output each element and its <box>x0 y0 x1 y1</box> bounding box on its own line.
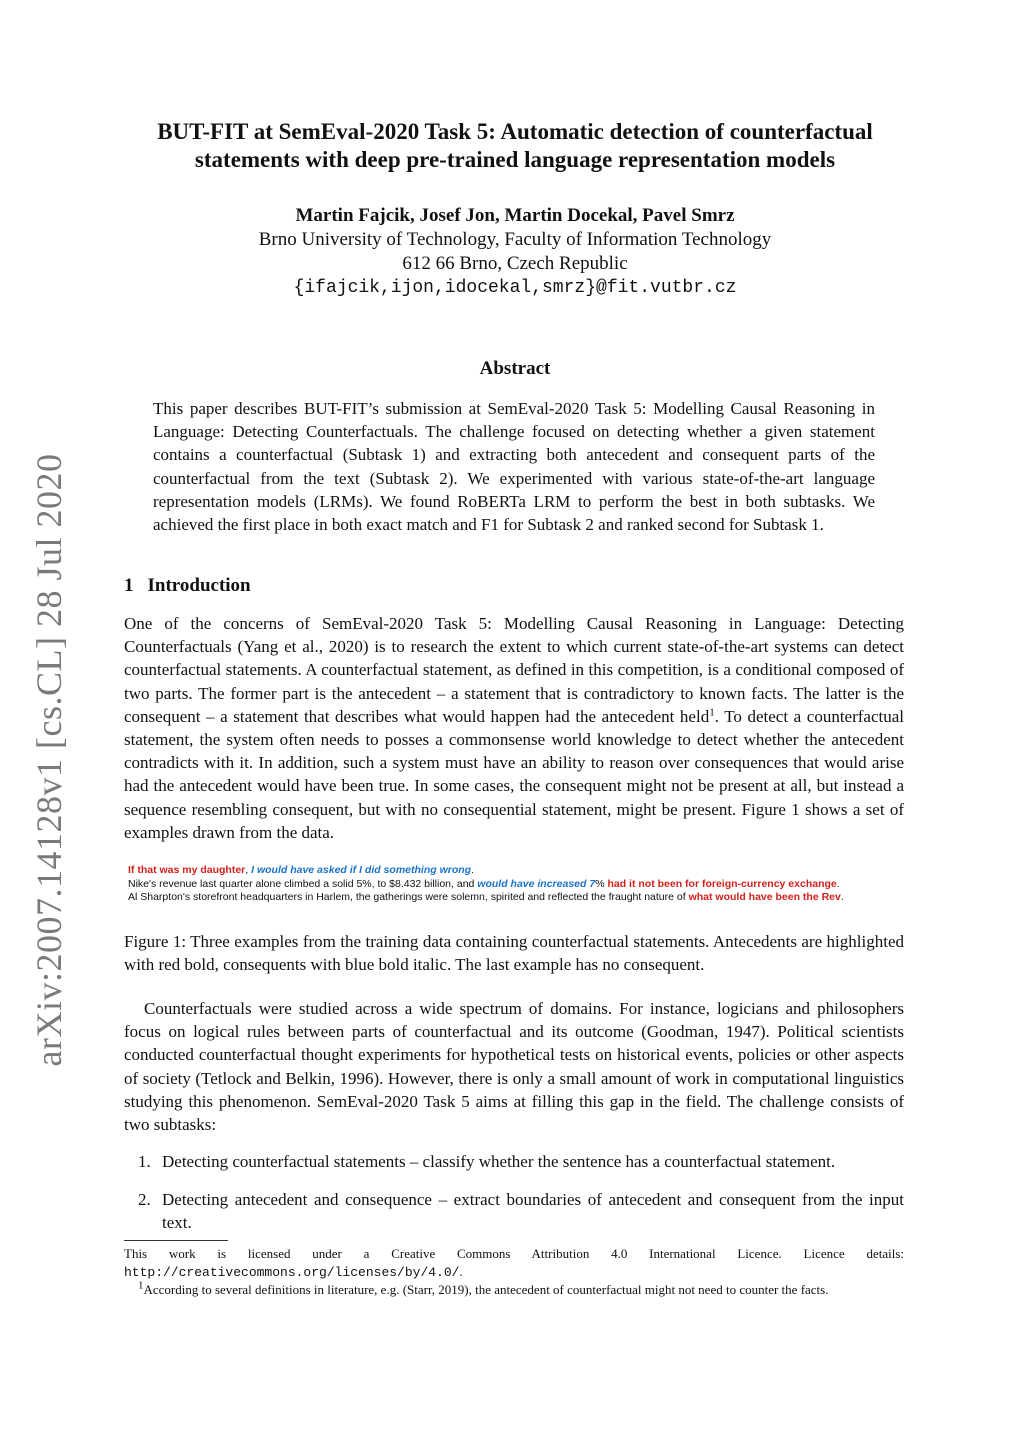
abstract-heading: Abstract <box>479 358 551 379</box>
subtask-list <box>124 1150 904 1250</box>
example-end: . <box>836 877 840 890</box>
list-item-text: Detecting antecedent and consequence – extract boundaries of antecedent and consequent from the input text. <box>162 1190 904 1233</box>
intro-text-part-2: . To detect a counterfactual statement, the system often needs to posses a commonsense world knowledge to detect whether the antecedent contradicts with it. In addition, such a system must have an ability to reason over consequences that would arise had the antecedent would have been true. In some cases, the consequent might not be present at all, but instead a sequence resembling consequent, but with no consequential statement, might be present. Figure 1 shows a set of examples drawn from the data. <box>124 706 904 842</box>
consequent-span: would have increased 7 <box>477 877 596 890</box>
author-block <box>100 204 930 300</box>
antecedent-span: had it not been for foreign-currency exchange <box>607 877 837 890</box>
intro-paragraph-2: Counterfactuals were studied across a wide spectrum of domains. For instance, logicians and philosophers focus on logical rules between parts of counterfactual and its outcome (Goodman, 1947). Political scientists conducted counterfactual thought experiments for hypothetical tests on historical events, policies or other aspects of society (Tetlock and Belkin, 1996). However, there is only a small amount of work in computational linguistics studying this phenomenon. SemEval-2020 Task 5 aims at filling this gap in the field. The challenge consists of two subtasks: <box>124 999 904 1135</box>
example-plain-text: Nike's revenue last quarter alone climbed a solid 5%, to $8.432 billion, and <box>128 877 478 890</box>
license-end: . <box>459 1263 463 1279</box>
abstract-body: This paper describes BUT-FIT’s submission at SemEval-2020 Task 5: Modelling Causal Reasoning in Language: Detecting Counterfactuals. The challenge focused on detecting whether a given statement contains a counterfactual (Subtask 1) and extracting both antecedent and consequent parts of the counterfactual from the text (Subtask 2). We experimented with various state-of-the-art language representation models (LRMs). We found RoBERTa LRM to perform the best in both subtasks. We achieved the first place in both exact match and F1 for Subtask 2 and ranked second for Subtask 1. <box>153 399 875 535</box>
paper-title-line-2: statements with deep pre-trained language representation models <box>194 147 836 172</box>
example-end: . <box>840 891 844 903</box>
footnote-1 <box>124 1281 904 1299</box>
figure-example-2 <box>128 878 918 892</box>
author-affiliation: Brno University of Technology, Faculty of Information Technology <box>258 229 772 250</box>
footnote-1-text: According to several definitions in literature, e.g. (Starr, 2019), the antecedent of counterfactual might not need to counter the facts. <box>143 1282 829 1297</box>
list-item-number: 2. <box>138 1190 151 1210</box>
license-footnote <box>124 1245 904 1281</box>
figure-1-caption: Figure 1: Three examples from the training data containing counterfactual statements. Antecedents are highlighted with red bold, consequents with blue bold italic. The last example has no consequent. <box>124 932 904 975</box>
license-text: This work is licensed under a Creative Commons Attribution 4.0 International Licence. Licence details: <box>124 1246 904 1261</box>
example-separator: , <box>245 864 252 876</box>
author-email: {ifajcik,ijon,idocekal,smrz}@fit.vutbr.cz <box>293 278 737 298</box>
antecedent-span: If that was my daughter <box>128 864 246 876</box>
arxiv-identifier-text: arXiv:2007.14128v1 [cs.CL] 28 Jul 2020 <box>29 453 69 1067</box>
antecedent-span: what would have been the Rev <box>688 891 841 903</box>
figure-example-1 <box>128 864 918 878</box>
footnote-1-mark: 1 <box>138 1279 144 1292</box>
paper-title <box>100 118 930 174</box>
example-end: . <box>471 864 474 876</box>
consequent-span: I would have asked if I did something wrong <box>251 864 472 876</box>
list-item <box>124 1188 904 1234</box>
example-plain-text: Al Sharpton's storefront headquarters in Harlem, the gatherings were solemn, spirited and reflected the fraught nature of <box>128 891 689 903</box>
section-title: Introduction <box>147 575 251 596</box>
example-plain-text: % <box>595 877 608 890</box>
section-number: 1 <box>124 575 134 596</box>
author-address: 612 66 Brno, Czech Republic <box>402 253 628 274</box>
intro-text-part-1: One of the concerns of SemEval-2020 Task 5: Modelling Causal Reasoning in Language: Detecting Counterfactuals (Yang et al., 2020) is to research the extent to which current state-of-the-art systems can detect counterfactual statements. A counterfactual statement, as defined in this competition, is a conditional composed of two parts. The former part is the antecedent – a statement that is contradictory to known facts. The latter is the consequent – a statement that describes what would happen had the antecedent held <box>124 614 904 726</box>
author-names: Martin Fajcik, Josef Jon, Martin Docekal, Pavel Smrz <box>295 205 735 226</box>
list-item-text: Detecting counterfactual statements – classify whether the sentence has a counterfactual statement. <box>162 1152 836 1171</box>
figure-example-3 <box>128 891 918 905</box>
license-url-link[interactable]: http://creativecommons.org/licenses/by/4.0/ <box>124 1264 460 1280</box>
list-item-number: 1. <box>138 1152 151 1171</box>
footnotes <box>124 1245 904 1299</box>
intro-paragraph-1 <box>124 612 904 844</box>
paper-title-line-1: BUT-FIT at SemEval-2020 Task 5: Automatic detection of counterfactual <box>157 119 873 144</box>
footnote-divider <box>124 1240 228 1241</box>
list-item <box>124 1150 904 1173</box>
arxiv-identifier-stamp <box>26 453 72 1067</box>
footnote-marker-1[interactable]: 1 <box>709 706 715 719</box>
section-heading-introduction <box>124 575 251 597</box>
figure-1-examples <box>128 864 918 905</box>
